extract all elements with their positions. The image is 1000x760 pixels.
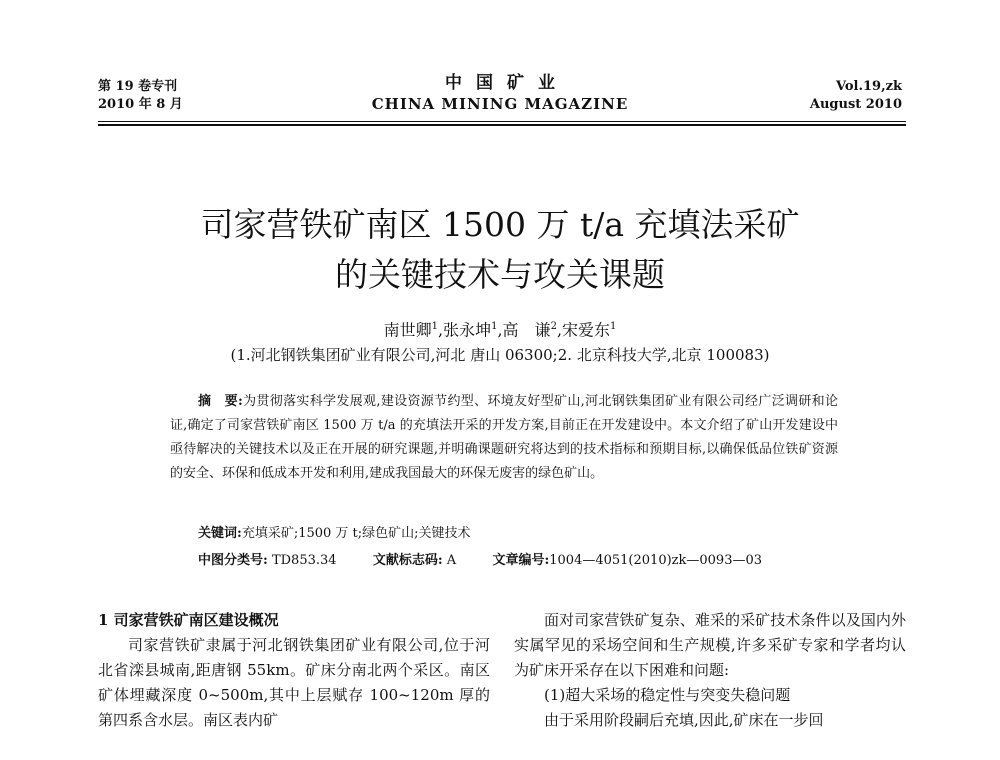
body-paragraph: 面对司家营铁矿复杂、难采的采矿技术条件以及国内外实属罕见的采场空间和生产规模,许多采矿专家和学者均认为矿床开采存在以下困难和问题:	[514, 611, 906, 679]
journal-name-en: CHINA MINING MAGAZINE	[371, 95, 629, 113]
class-number-label: 中图分类号:	[198, 553, 268, 568]
article-title-line1: 司家营铁矿南区 1500 万 t/a 充填法采矿	[200, 205, 800, 244]
header-date-cn: 2010 年 8 月	[98, 97, 183, 112]
author-name: 高 谦	[502, 320, 551, 340]
author-list: 南世卿$^1$,张永坤$^1$,高 谦$^2$,宋爱东$^1$	[383, 320, 617, 340]
abstract	[170, 390, 838, 486]
author-affil-mark: 1	[610, 321, 617, 332]
journal-name-cn: 中国矿业	[445, 73, 569, 93]
keywords-value: 充填采矿;1500 万 t;绿色矿山;关键技术	[241, 526, 471, 541]
header-rule-thin	[98, 121, 906, 122]
header-volume-info	[810, 78, 902, 114]
author-affiliations: (1.河北钢铁集团矿业有限公司,河北 唐山 06300;2. 北京科技大学,北京 100083)	[230, 346, 770, 364]
body-paragraph: 由于采用阶段嗣后充填,因此,矿床在一步回	[544, 711, 824, 729]
article-title	[0, 200, 1000, 300]
class-number-value: TD853.34	[271, 553, 337, 568]
author-name: 宋爱东	[562, 320, 611, 340]
body-paragraph: 司家营铁矿隶属于河北钢铁集团矿业有限公司,位于河北省滦县城南,距唐钢 55km。矿床分南北两个采区。南区矿体埋藏深度 0~500m,其中上层赋存 100~120m 厚的第四系含水层。南区表内矿	[98, 636, 490, 729]
abstract-label: 摘 要:	[198, 394, 243, 409]
author-affil-mark: 1	[431, 321, 438, 332]
doc-code-value: A	[446, 553, 457, 568]
header-rule-thick	[98, 124, 906, 126]
author-name: 张永坤	[443, 320, 492, 340]
doc-code-label: 文献标志码:	[372, 553, 443, 568]
header-date-en: August 2010	[809, 97, 902, 112]
article-number-label: 文章编号:	[492, 553, 550, 568]
body-column-right	[514, 608, 906, 733]
author-affil-mark: 2	[550, 321, 557, 332]
keywords-label: 关键词:	[198, 526, 242, 541]
section-heading: 1 司家营铁矿南区建设概况	[98, 611, 279, 629]
keywords	[198, 524, 471, 544]
list-item-heading: (1)超大采场的稳定性与突变失稳问题	[544, 686, 791, 704]
classification-line	[198, 551, 762, 571]
article-number-value: 1004—4051(2010)zk—0093—03	[549, 553, 763, 568]
body-column-left	[98, 608, 490, 733]
author-affil-mark: 1	[491, 321, 498, 332]
header-issue: 第 19 卷专刊	[98, 79, 178, 94]
header-volume: Vol.19,zk	[835, 79, 902, 94]
abstract-text: 为贯彻落实科学发展观,建设资源节约型、环境友好型矿山,河北钢铁集团矿业有限公司经广泛调研和论证,确定了司家营铁矿南区 1500 万 t/a 的充填法开采的开发方案,目前正在开发建设中。本文介绍了矿山开发建设中亟待解决的关键技术以及正在开展的研究课题,并明确课题研究将达到的技术指标和预期目标,以确保低品位铁矿资源的安全、环保和低成本开发和利用,建成我国最大的环保无废害的绿色矿山。	[170, 394, 838, 481]
article-title-line2: 的关键技术与攻关课题	[335, 255, 665, 294]
author-name: 南世卿	[383, 320, 432, 340]
